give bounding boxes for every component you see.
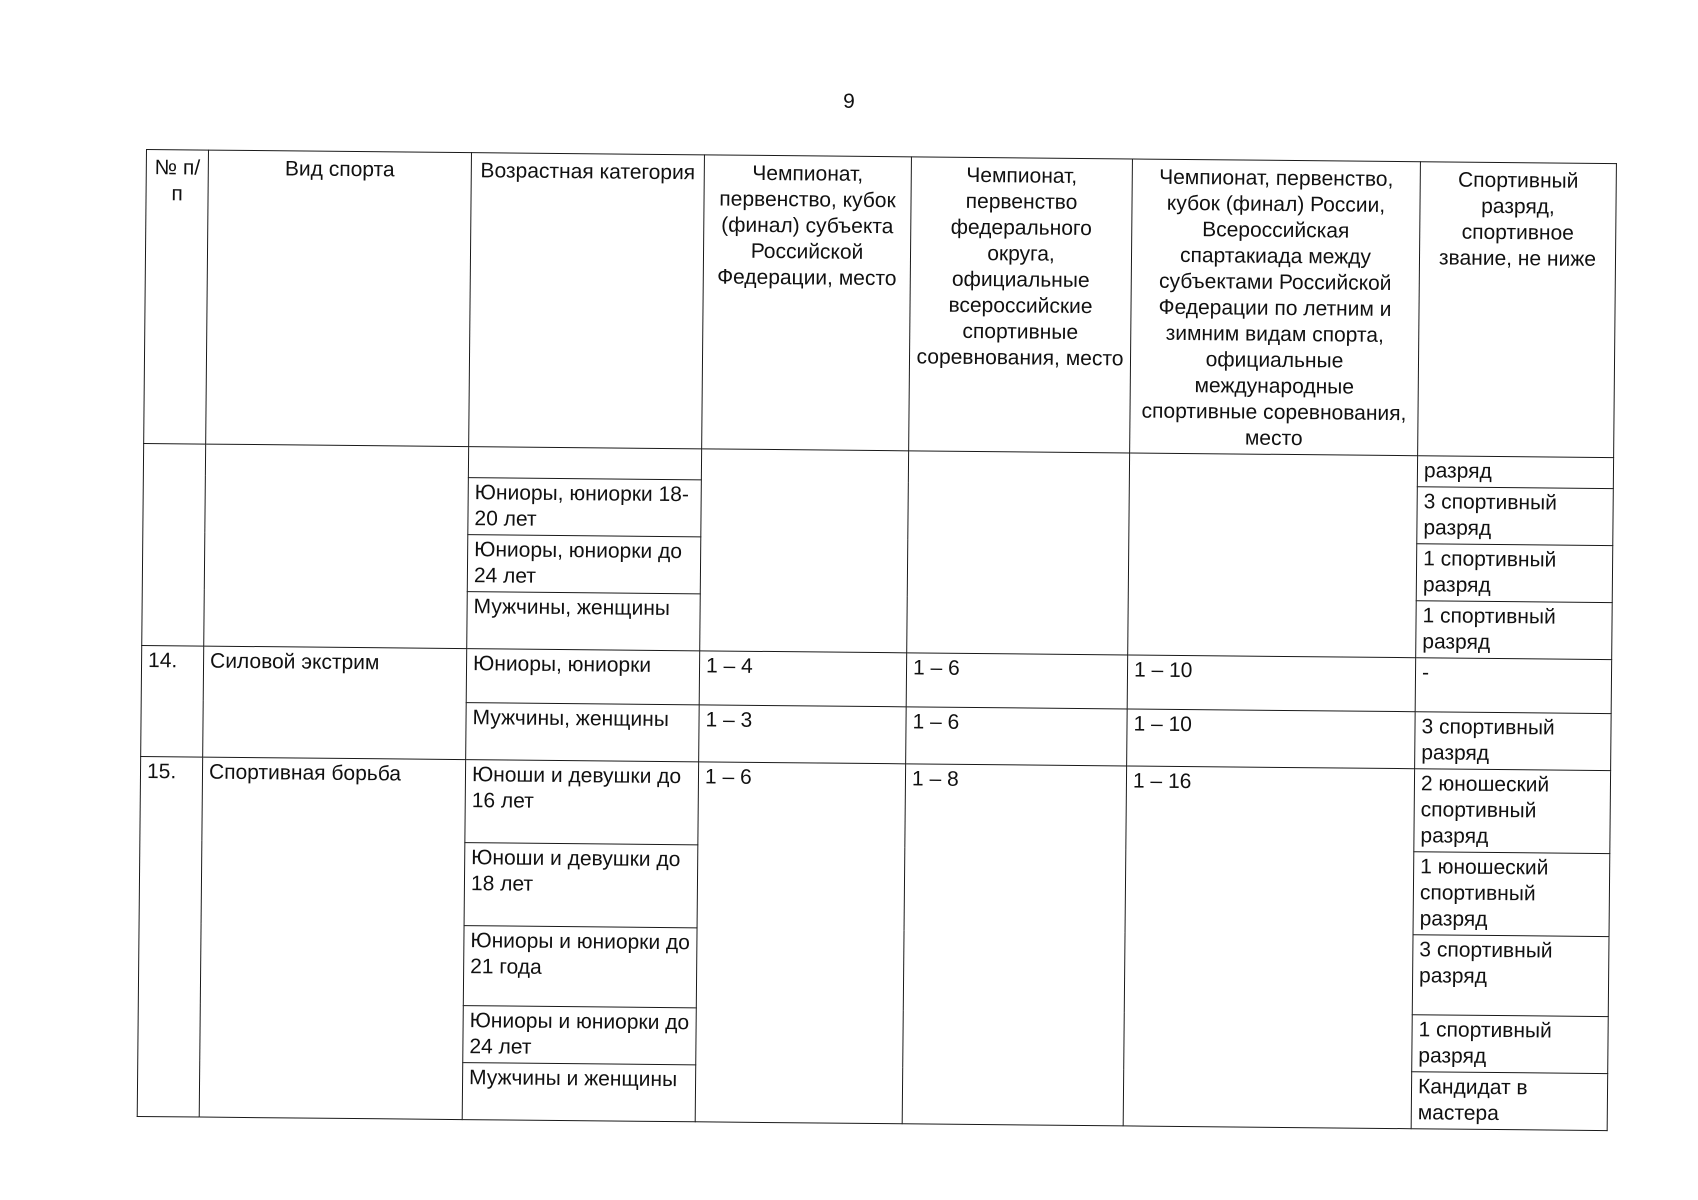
cell-age: Юниоры, юниорки до 24 лет — [467, 535, 701, 594]
header-num: № п/п — [144, 150, 209, 445]
cell-rank: Кандидат в мастера — [1411, 1072, 1608, 1131]
sports-ranking-table — [137, 149, 1617, 1131]
cell-russia-place: 1 – 16 — [1123, 766, 1414, 1129]
header-federal-championship: Чемпионат, первенство федерального округа, официальные всероссийские спортивные соревнования, место — [909, 157, 1133, 453]
cell-rank: - — [1415, 658, 1612, 714]
cell-sport-empty — [204, 444, 469, 649]
cell-age: Юноши и девушки до 16 лет — [465, 760, 699, 845]
cell-age: Мужчины и женщины — [462, 1063, 696, 1122]
cell-age: Юниоры, юниорки 18-20 лет — [468, 478, 702, 537]
cell-federal-place: 1 – 8 — [902, 764, 1126, 1126]
sports-table-sheet — [137, 149, 1616, 1131]
cell-russia-empty — [1128, 453, 1418, 658]
header-age-category: Возрастная категория — [469, 153, 705, 449]
cell-russia-place: 1 – 10 — [1127, 709, 1416, 769]
cell-subject-place: 1 – 4 — [699, 651, 907, 707]
cell-federal-place: 1 – 6 — [906, 653, 1128, 709]
cell-rank: разряд — [1417, 456, 1613, 489]
cell-sport: Силовой экстрим — [203, 646, 467, 760]
cell-age: Юниоры, юниорки — [466, 649, 700, 705]
cell-age: Мужчины, женщины — [467, 592, 701, 651]
cell-rank: 1 спортивный разряд — [1412, 1015, 1609, 1074]
page-number: 9 — [843, 90, 855, 113]
cell-age: Мужчины, женщины — [466, 703, 700, 762]
header-russia-championship: Чемпионат, первенство, кубок (финал) России, Всероссийская спартакиада между субъектами Российской Федерации по летним и зимним видам спорта, официальные международные спортивные соревнования, место — [1130, 159, 1421, 456]
table-header-row — [144, 150, 1617, 458]
cell-age: Юноши и девушки до 18 лет — [464, 843, 698, 928]
cell-subject-place: 1 – 3 — [699, 705, 907, 764]
cell-subject-place: 1 – 6 — [695, 762, 905, 1124]
cell-age: Юниоры и юниорки до 24 лет — [463, 1006, 697, 1065]
header-subject-championship: Чемпионат, первенство, кубок (финал) субъекта Российской Федерации, место — [702, 155, 912, 451]
cell-age-empty — [468, 447, 701, 480]
cell-rank: 3 спортивный разряд — [1417, 487, 1614, 546]
cell-subject-empty — [700, 449, 909, 653]
header-sport-rank: Спортивный разряд, спортивное звание, не ниже — [1418, 162, 1617, 458]
cell-age: Юниоры и юниорки до 21 года — [463, 926, 697, 1008]
cell-federal-empty — [907, 451, 1130, 655]
cell-sport: Спортивная борьба — [199, 757, 465, 1120]
cell-num: 14. — [141, 645, 204, 757]
cell-rank: 2 юношеский спортивный разряд — [1414, 769, 1611, 854]
table-row — [140, 756, 1611, 853]
cell-russia-place: 1 – 10 — [1127, 655, 1416, 712]
header-sport: Вид спорта — [206, 150, 472, 447]
cell-federal-place: 1 – 6 — [906, 707, 1128, 766]
cell-rank: 1 спортивный разряд — [1416, 544, 1613, 603]
cell-rank: 1 юношеский спортивный разряд — [1413, 852, 1610, 937]
cell-num: 15. — [137, 756, 202, 1117]
cell-rank: 3 спортивный разряд — [1412, 935, 1609, 1017]
cell-rank: 3 спортивный разряд — [1415, 712, 1612, 771]
cell-num-empty — [142, 443, 206, 646]
cell-rank: 1 спортивный разряд — [1416, 601, 1613, 660]
